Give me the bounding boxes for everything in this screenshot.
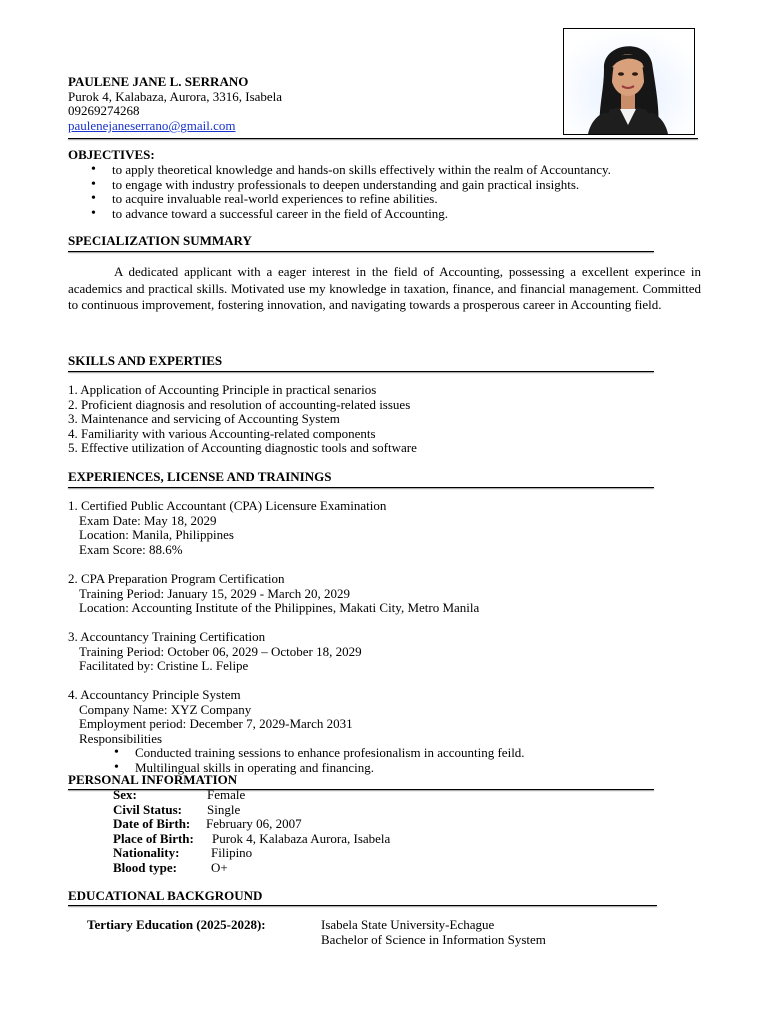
experience-entry — [68, 572, 479, 616]
list-item: 5. Effective utilization of Accounting diagnostic tools and software — [68, 440, 417, 455]
experience-entry — [68, 630, 362, 674]
list-item: • to advance toward a successful career in the field of Accounting. — [89, 207, 611, 222]
info-row-date-of-birth — [113, 817, 302, 832]
degree-name: Bachelor of Science in Information System — [321, 932, 546, 947]
education-heading: EDUCATIONAL BACKGROUND — [68, 888, 263, 903]
section-divider — [68, 251, 654, 252]
applicant-email-link[interactable]: paulenejaneserrano@gmail.com — [68, 118, 236, 133]
responsibilities-list — [112, 746, 525, 775]
info-value: O+ — [211, 860, 228, 875]
experience-detail: Location: Manila, Philippines — [79, 527, 234, 542]
info-label: Date of Birth: — [113, 816, 191, 831]
list-item: • to acquire invaluable real-world experiences to refine abilities. — [89, 192, 611, 207]
experience-entry — [68, 688, 353, 746]
info-label: Sex: — [113, 787, 137, 802]
info-row-sex — [113, 788, 245, 803]
experience-entry — [68, 499, 386, 557]
info-value: Female — [207, 787, 246, 802]
experience-title: 2. CPA Preparation Program Certification — [68, 571, 285, 586]
tertiary-education-label: Tertiary Education (2025-2028): — [87, 917, 266, 932]
section-divider — [68, 905, 657, 906]
avatar-illustration — [564, 29, 694, 134]
profile-photo — [563, 28, 695, 135]
experience-detail: Exam Date: May 18, 2029 — [79, 512, 217, 528]
experience-detail: Training Period: January 15, 2029 - March 20, 2029 — [79, 585, 351, 601]
info-value: Purok 4, Kalabaza Aurora, Isabela — [212, 831, 391, 846]
info-value: Single — [207, 802, 241, 817]
header-divider — [68, 138, 698, 139]
objectives-heading: OBJECTIVES: — [68, 147, 155, 162]
skills-heading: SKILLS AND EXPERTIES — [68, 353, 223, 368]
list-item: 3. Maintenance and servicing of Accounting System — [68, 411, 340, 426]
list-item: • to engage with industry professionals to deepen understanding and gain practical insights. — [89, 178, 611, 193]
info-label: Blood type: — [113, 860, 177, 875]
experience-detail: Company Name: XYZ Company — [79, 701, 252, 717]
info-label: Nationality: — [113, 845, 180, 860]
experience-detail: Training Period: October 06, 2029 – October 18, 2029 — [79, 643, 362, 659]
specialization-heading: SPECIALIZATION SUMMARY — [68, 233, 252, 248]
info-label: Place of Birth: — [113, 831, 194, 846]
info-label: Civil Status: — [113, 802, 182, 817]
personal-info-heading: PERSONAL INFORMATION — [68, 772, 238, 787]
experience-detail: Responsibilities — [79, 730, 163, 746]
experience-title: 1. Certified Public Accountant (CPA) Licensure Examination — [68, 498, 387, 513]
experiences-heading: EXPERIENCES, LICENSE AND TRAININGS — [68, 469, 332, 484]
experience-title: 4. Accountancy Principle System — [68, 687, 241, 702]
list-item: • Conducted training sessions to enhance profesionalism in accounting feild. — [112, 746, 525, 761]
experience-detail: Exam Score: 88.6% — [79, 541, 183, 557]
info-value: Filipino — [211, 845, 253, 860]
experience-detail: Employment period: December 7, 2029-March 2031 — [79, 716, 353, 731]
section-divider — [68, 371, 654, 372]
section-divider — [68, 487, 654, 488]
list-item: 1. Application of Accounting Principle in practical senarios — [68, 382, 377, 397]
list-item: • to apply theoretical knowledge and hands-on skills effectively within the realm of Accountancy. — [89, 163, 611, 178]
info-row-blood-type — [113, 861, 228, 876]
experience-detail: Facilitated by: Cristine L. Felipe — [79, 658, 249, 673]
list-item: 4. Familiarity with various Accounting-related components — [68, 425, 376, 441]
applicant-name: PAULENE JANE L. SERRANO — [68, 74, 249, 89]
list-item: 2. Proficient diagnosis and resolution of accounting-related issues — [68, 396, 411, 412]
applicant-phone: 09269274268 — [68, 103, 140, 118]
info-row-nationality — [113, 846, 252, 861]
applicant-address: Purok 4, Kalabaza, Aurora, 3316, Isabela — [68, 89, 283, 104]
specialization-summary-text: A dedicated applicant with a eager interest in the field of Accounting, possessing a excellent experince in academics and practical skills. Motivated use my knowledge in taxation, finance, and financial management. Committed to continuous improvement, fostering innovation, and navigating towards a prosperous career in Accounting field. — [68, 264, 701, 312]
info-value: February 06, 2007 — [206, 816, 302, 831]
objectives-list — [89, 163, 611, 221]
school-name: Isabela State University-Echague — [321, 917, 495, 932]
experience-title: 3. Accountancy Training Certification — [68, 629, 266, 644]
experience-detail: Location: Accounting Institute of the Philippines, Makati City, Metro Manila — [79, 600, 480, 615]
skills-list — [68, 383, 417, 456]
list-item: • Multilingual skills in operating and financing. — [112, 761, 525, 776]
